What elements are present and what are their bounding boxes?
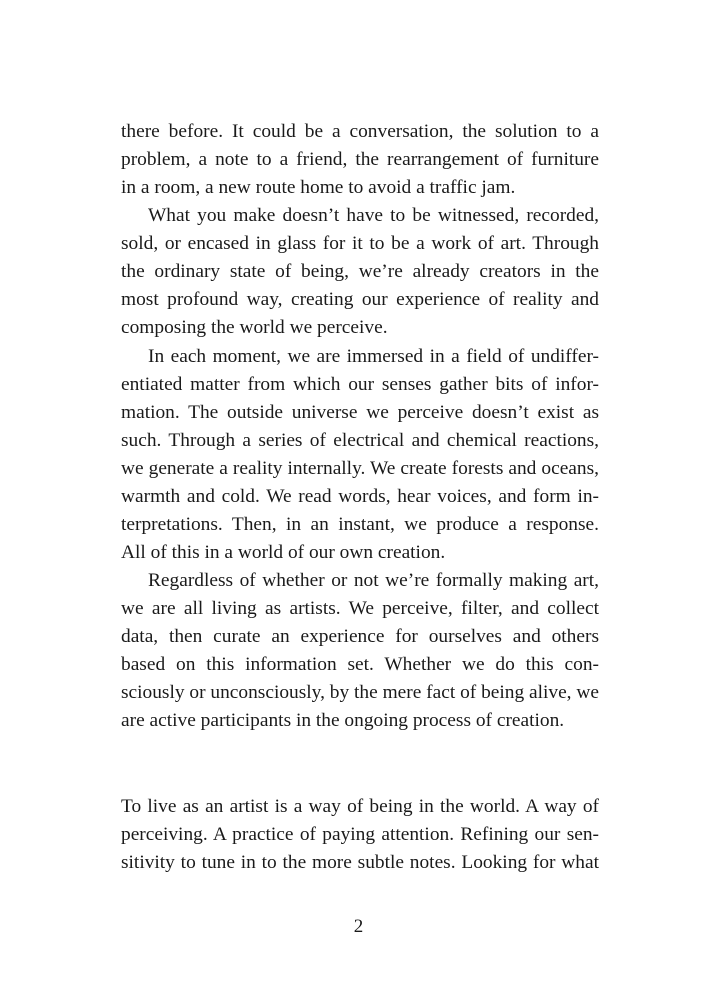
text-line: All of this in a world of our own creation.: [121, 542, 446, 563]
text-line: in a room, a new route home to avoid a traffic jam.: [121, 177, 516, 198]
text-line: mation. The outside universe we perceive doesn’t exist as: [121, 402, 599, 423]
text-line: warmth and cold. We read words, hear voices, and form in-: [121, 486, 599, 507]
text-line: such. Through a series of electrical and chemical reactions,: [121, 430, 599, 451]
text-line: sold, or encased in glass for it to be a work of art. Through: [121, 233, 599, 254]
text-line: problem, a note to a friend, the rearrangement of furniture: [121, 149, 599, 170]
text-line: the ordinary state of being, we’re already creators in the: [121, 261, 599, 282]
page-number: 2: [353, 916, 364, 937]
text-line: composing the world we perceive.: [121, 317, 388, 338]
text-line: Regardless of whether or not we’re formally making art,: [148, 570, 599, 591]
text-line: In each moment, we are immersed in a field of undiffer-: [148, 346, 599, 367]
text-line: sciously or unconsciously, by the mere fact of being alive, we: [121, 682, 599, 703]
text-line: entiated matter from which our senses gather bits of infor-: [121, 374, 599, 395]
text-line: perceiving. A practice of paying attention. Refining our sen-: [121, 824, 599, 845]
text-line: What you make doesn’t have to be witnessed, recorded,: [148, 205, 599, 226]
text-line: To live as an artist is a way of being in the world. A way of: [121, 796, 599, 817]
text-line: are active participants in the ongoing process of creation.: [121, 710, 565, 731]
text-line: terpretations. Then, in an instant, we produce a response.: [121, 514, 599, 535]
text-line: based on this information set. Whether we do this con-: [121, 654, 599, 675]
text-line: most profound way, creating our experience of reality and: [121, 289, 599, 310]
text-line: we generate a reality internally. We create forests and oceans,: [121, 458, 599, 479]
text-line: data, then curate an experience for ourselves and others: [121, 626, 599, 647]
text-line: sitivity to tune in to the more subtle notes. Looking for what: [121, 852, 599, 873]
text-line: we are all living as artists. We perceive, filter, and collect: [121, 598, 599, 619]
text-line: there before. It could be a conversation, the solution to a: [121, 121, 599, 142]
